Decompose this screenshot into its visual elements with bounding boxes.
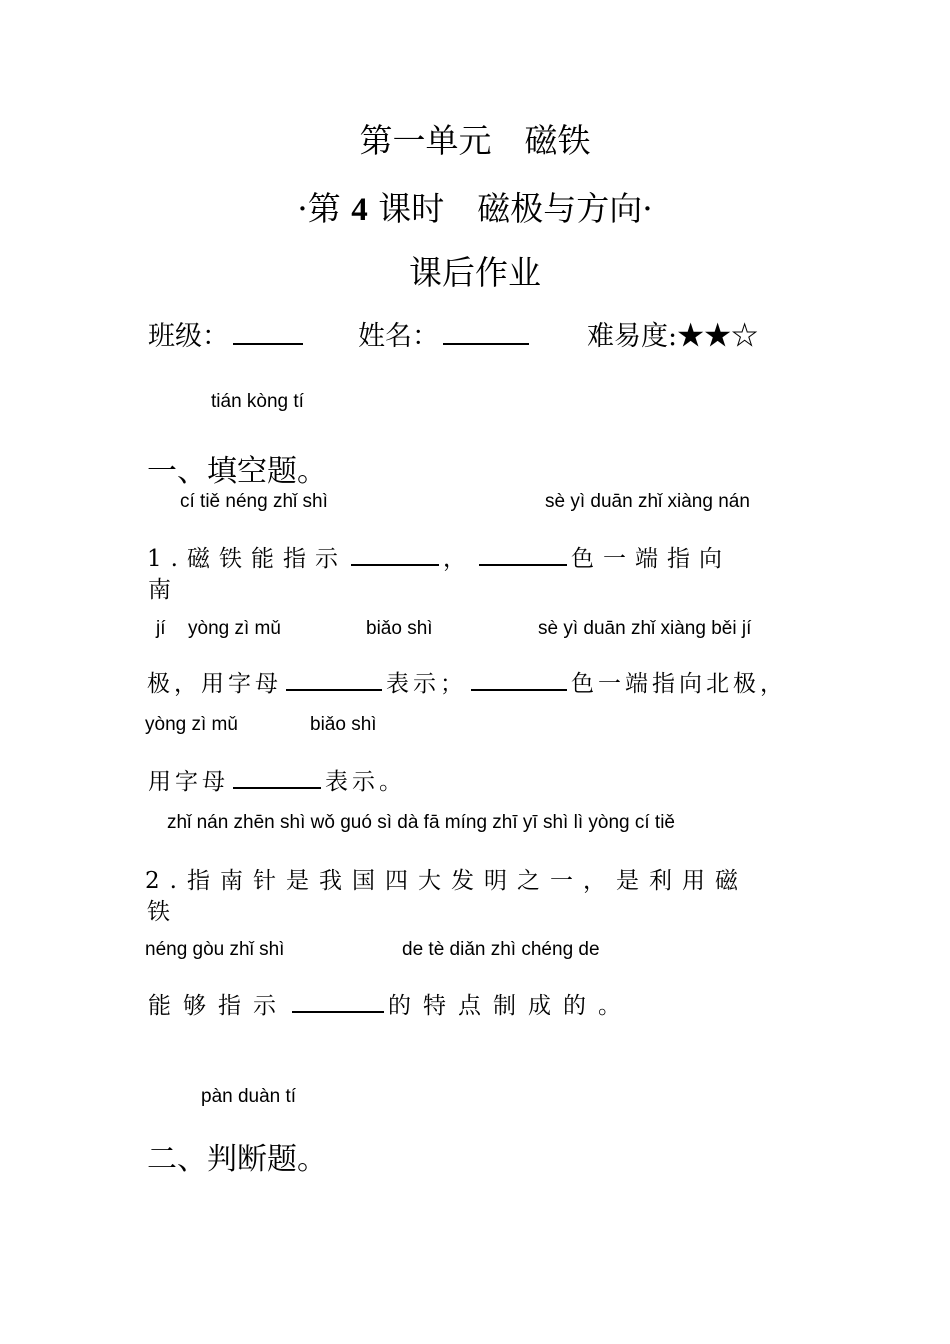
q2-text-2a: 能够指示	[148, 993, 288, 1019]
difficulty-field	[587, 314, 758, 353]
q1-blank-4[interactable]	[471, 688, 567, 691]
q1-blank-2[interactable]	[479, 563, 567, 566]
q2-line-1-wrap: 铁	[147, 899, 179, 925]
q1-blank-3[interactable]	[286, 688, 382, 691]
q1-text-2a: 极，用字母	[147, 671, 282, 697]
q1-blank-5[interactable]	[233, 786, 321, 789]
q1-line-2	[147, 665, 787, 698]
name-label: 姓名：	[358, 321, 439, 352]
q1-blank-1[interactable]	[351, 563, 439, 566]
lesson-number: 4	[351, 192, 368, 228]
q1-sep: ，	[442, 546, 475, 572]
name-field	[358, 314, 533, 353]
q1-pinyin-1b: sè yì duān zhǐ xiàng nán	[545, 491, 750, 512]
q1-pinyin-2c: biǎo shì	[366, 618, 433, 639]
q1-pinyin-2a: jí	[156, 618, 166, 639]
q1-text-2c: 色一端指向北极，	[571, 671, 787, 697]
q2-pinyin-1: zhǐ nán zhēn shì wǒ guó sì dà fā míng zhī yī shì lì yòng cí tiě	[167, 812, 675, 833]
q2-pinyin-2b: de tè diǎn zhì chéng de	[402, 939, 600, 960]
q1-line-3	[148, 763, 406, 796]
section1-pinyin: tián kòng tí	[211, 391, 304, 412]
q1-pinyin-3a: yòng zì mǔ	[145, 714, 238, 735]
q1-text-3a: 用字母	[148, 769, 229, 795]
q1-pinyin-2d: sè yì duān zhǐ xiàng běi jí	[538, 618, 752, 639]
difficulty-label: 难易度:	[587, 321, 678, 352]
q1-text-2b: 表示；	[386, 671, 467, 697]
q2-pinyin-2a: néng gòu zhǐ shì	[145, 939, 285, 960]
lesson-suffix: 课时 磁极与方向·	[378, 189, 653, 228]
lesson-prefix: ·第	[297, 189, 341, 228]
section2-title: 二、判断题。	[147, 1142, 327, 1177]
q2-text-2b: 的特点制成的。	[388, 993, 633, 1019]
class-blank[interactable]	[233, 342, 303, 345]
homework-title: 课后作业	[409, 253, 541, 292]
class-field	[148, 314, 307, 353]
class-label: 班级：	[148, 321, 229, 352]
q2-line-2	[148, 987, 633, 1020]
lesson-title	[0, 183, 950, 230]
q1-line-1	[147, 540, 731, 573]
q1-pinyin-3b: biǎo shì	[310, 714, 377, 735]
section1-title: 一、填空题。	[147, 454, 327, 489]
q1-line-1-wrap: 南	[148, 577, 180, 603]
q2-blank-1[interactable]	[292, 1010, 384, 1013]
section2-pinyin: pàn duàn tí	[201, 1086, 297, 1107]
name-blank[interactable]	[443, 342, 529, 345]
q1-pinyin-1a: cí tiě néng zhǐ shì	[180, 491, 328, 512]
q1-text-1b: 色一端指向	[570, 546, 731, 572]
q2-line-1: 2.指南针是我国四大发明之一，是利用磁	[145, 868, 748, 894]
q1-text-3b: 表示。	[325, 769, 406, 795]
q1-text-1a: 1.磁铁能指示	[147, 546, 347, 572]
unit-title: 第一单元 磁铁	[359, 121, 591, 160]
q1-pinyin-2b: yòng zì mǔ	[188, 618, 281, 639]
difficulty-stars: ★★☆	[677, 321, 759, 352]
